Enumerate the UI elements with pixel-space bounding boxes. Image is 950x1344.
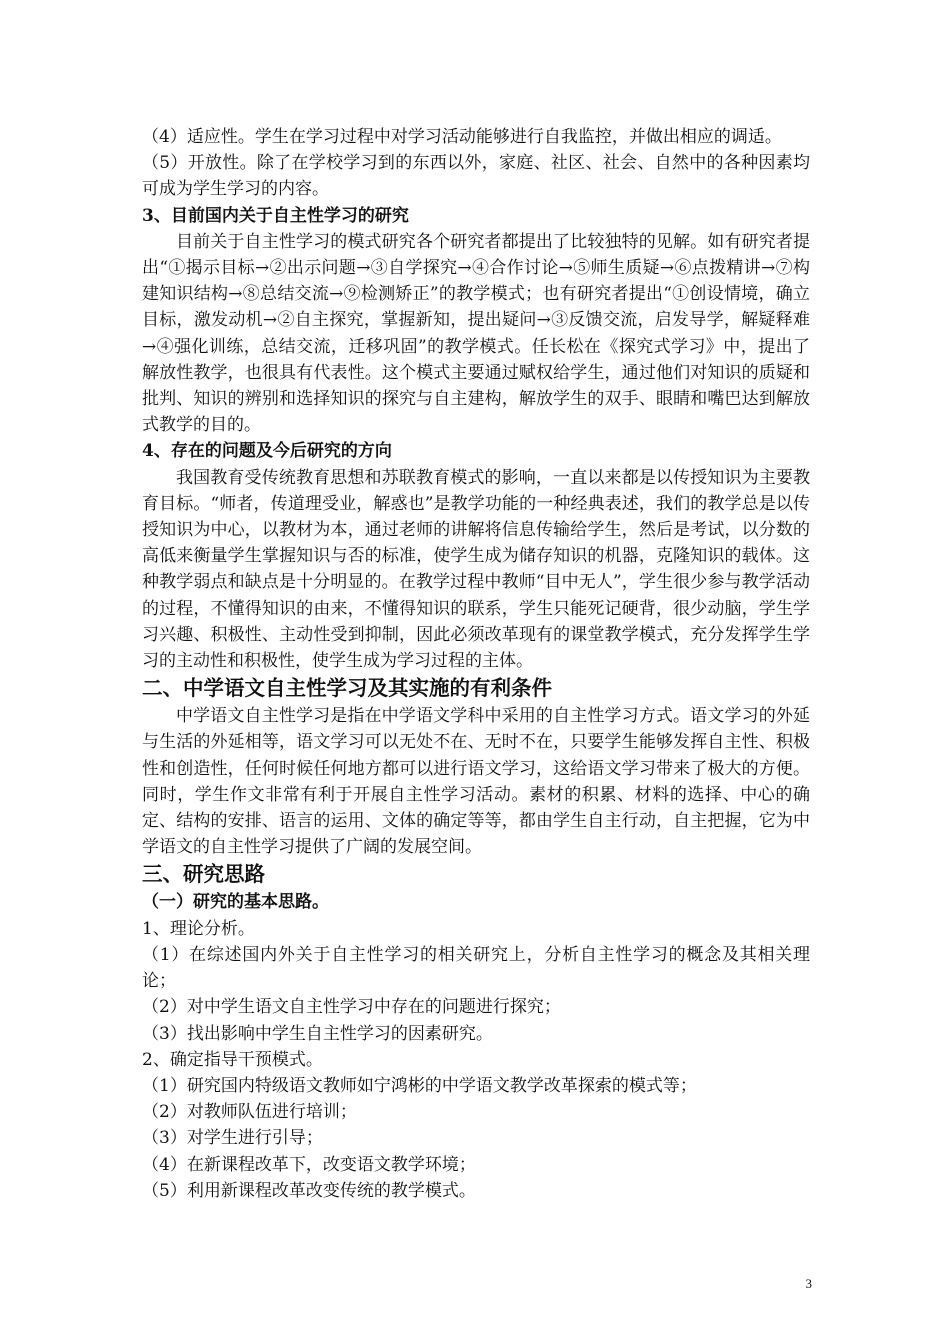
list-item: （2）对教师队伍进行培训； (142, 1102, 357, 1123)
chapter-heading-3: 三、研究思路 (142, 862, 265, 887)
list-item: （2）对中学生语文自主性学习中存在的问题进行探究； (142, 997, 561, 1018)
list-item: （1）在综述国内外关于自主性学习的相关研究上，分析自主性学习的概念及其相关理论； (142, 944, 810, 992)
list-item: （4）在新课程改革下，改变语文教学环境； (142, 1154, 476, 1175)
list-item: （3）找出影响中学生自主性学习的因素研究。 (142, 1023, 493, 1044)
paragraph-problems: 我国教育受传统教育思想和苏联教育模式的影响，一直以来都是以传授知识为主要教育目标。“师者，传道理受业，解惑也”是教学功能的一种经典表述，我们的教学总是以传授知识为中心，以教材为本，通过老师的讲解将信息传输给学生，然后是考试，以分数的高低来衡量学生掌握知识与否的标准，使学生成为储存知识的机器，克隆知识的载体。这种教学弱点和缺点是十分明显的。在教学过程中教师“目中无人”，学生很少参与教学活动的过程，不懂得知识的由来，不懂得知识的联系，学生只能死记硬背，很少动脑，学生学习兴趣、积极性、主动性受到抑制，因此必须改革现有的课堂教学模式，充分发挥学生学习的主动性和积极性，使学生成为学习过程的主体。 (142, 467, 810, 672)
page-body (142, 124, 810, 1204)
page-number: 3 (805, 1276, 812, 1291)
paragraph-chinese-autonomy: 中学语文自主性学习是指在中学语文学科中采用的自主性学习方式。语文学习的外延与生活的外延相等，语文学习可以无处不在、无时不在，只要学生能够发挥自主性、积极性和创造性，任何时候任何地方都可以进行语文学习，这给语文学习带来了极大的方便。同时，学生作文非常有利于开展自主性学习活动。素材的积累、材料的选择、中心的确定、结构的安排、语言的运用、文体的确定等等，都由学生自主行动，自主把握，它为中学语文的自主性学习提供了广阔的发展空间。 (142, 706, 810, 858)
list-item: 1、理论分析。 (142, 918, 255, 939)
section-heading-3: 3、目前国内关于自主性学习的研究 (142, 205, 409, 226)
paragraph-adaptability: （4）适应性。学生在学习过程中对学习活动能够进行自我监控，并做出相应的调适。 (142, 127, 782, 147)
chapter-heading-2: 二、中学语文自主性学习及其实施的有利条件 (142, 676, 552, 701)
paragraph-openness: （5）开放性。除了在学校学习到的东西以外，家庭、社区、社会、自然中的各种因素均可成为学生学习的内容。 (142, 153, 810, 200)
section-heading-4: 4、存在的问题及今后研究的方向 (142, 441, 392, 462)
paragraph-domestic-research: 目前关于自主性学习的模式研究各个研究者都提出了比较独特的见解。如有研究者提出“①揭示目标→②出示问题→③自学探究→④合作讨论→⑤师生质疑→⑥点拨精讲→⑦构建知识结构→⑧总结交流→⑨检测矫正”的教学模式；也有研究者提出“①创设情境，确立目标，激发动机→②自主探究，掌握新知，提出疑问→③反馈交流，启发导学，解疑释难→④强化训练，总结交流，迁移巩固”的教学模式。任长松在《探究式学习》中，提出了解放性教学，也很具有代表性。这个模式主要通过赋权给学生，通过他们对知识的质疑和批判、知识的辨别和选择知识的探究与自主建构，解放学生的双手、眼睛和嘴巴达到解放式教学的目的。 (142, 231, 810, 436)
list-item: （1）研究国内特级语文教师如宁鸿彬的中学语文教学改革探索的模式等； (142, 1075, 697, 1096)
list-item: （3）对学生进行引导； (142, 1128, 323, 1149)
list-item: 2、确定指导干预模式。 (142, 1049, 323, 1070)
subsection-heading-1: （一）研究的基本思路。 (142, 892, 329, 913)
list-item: （5）利用新课程改革改变传统的教学模式。 (142, 1180, 476, 1201)
